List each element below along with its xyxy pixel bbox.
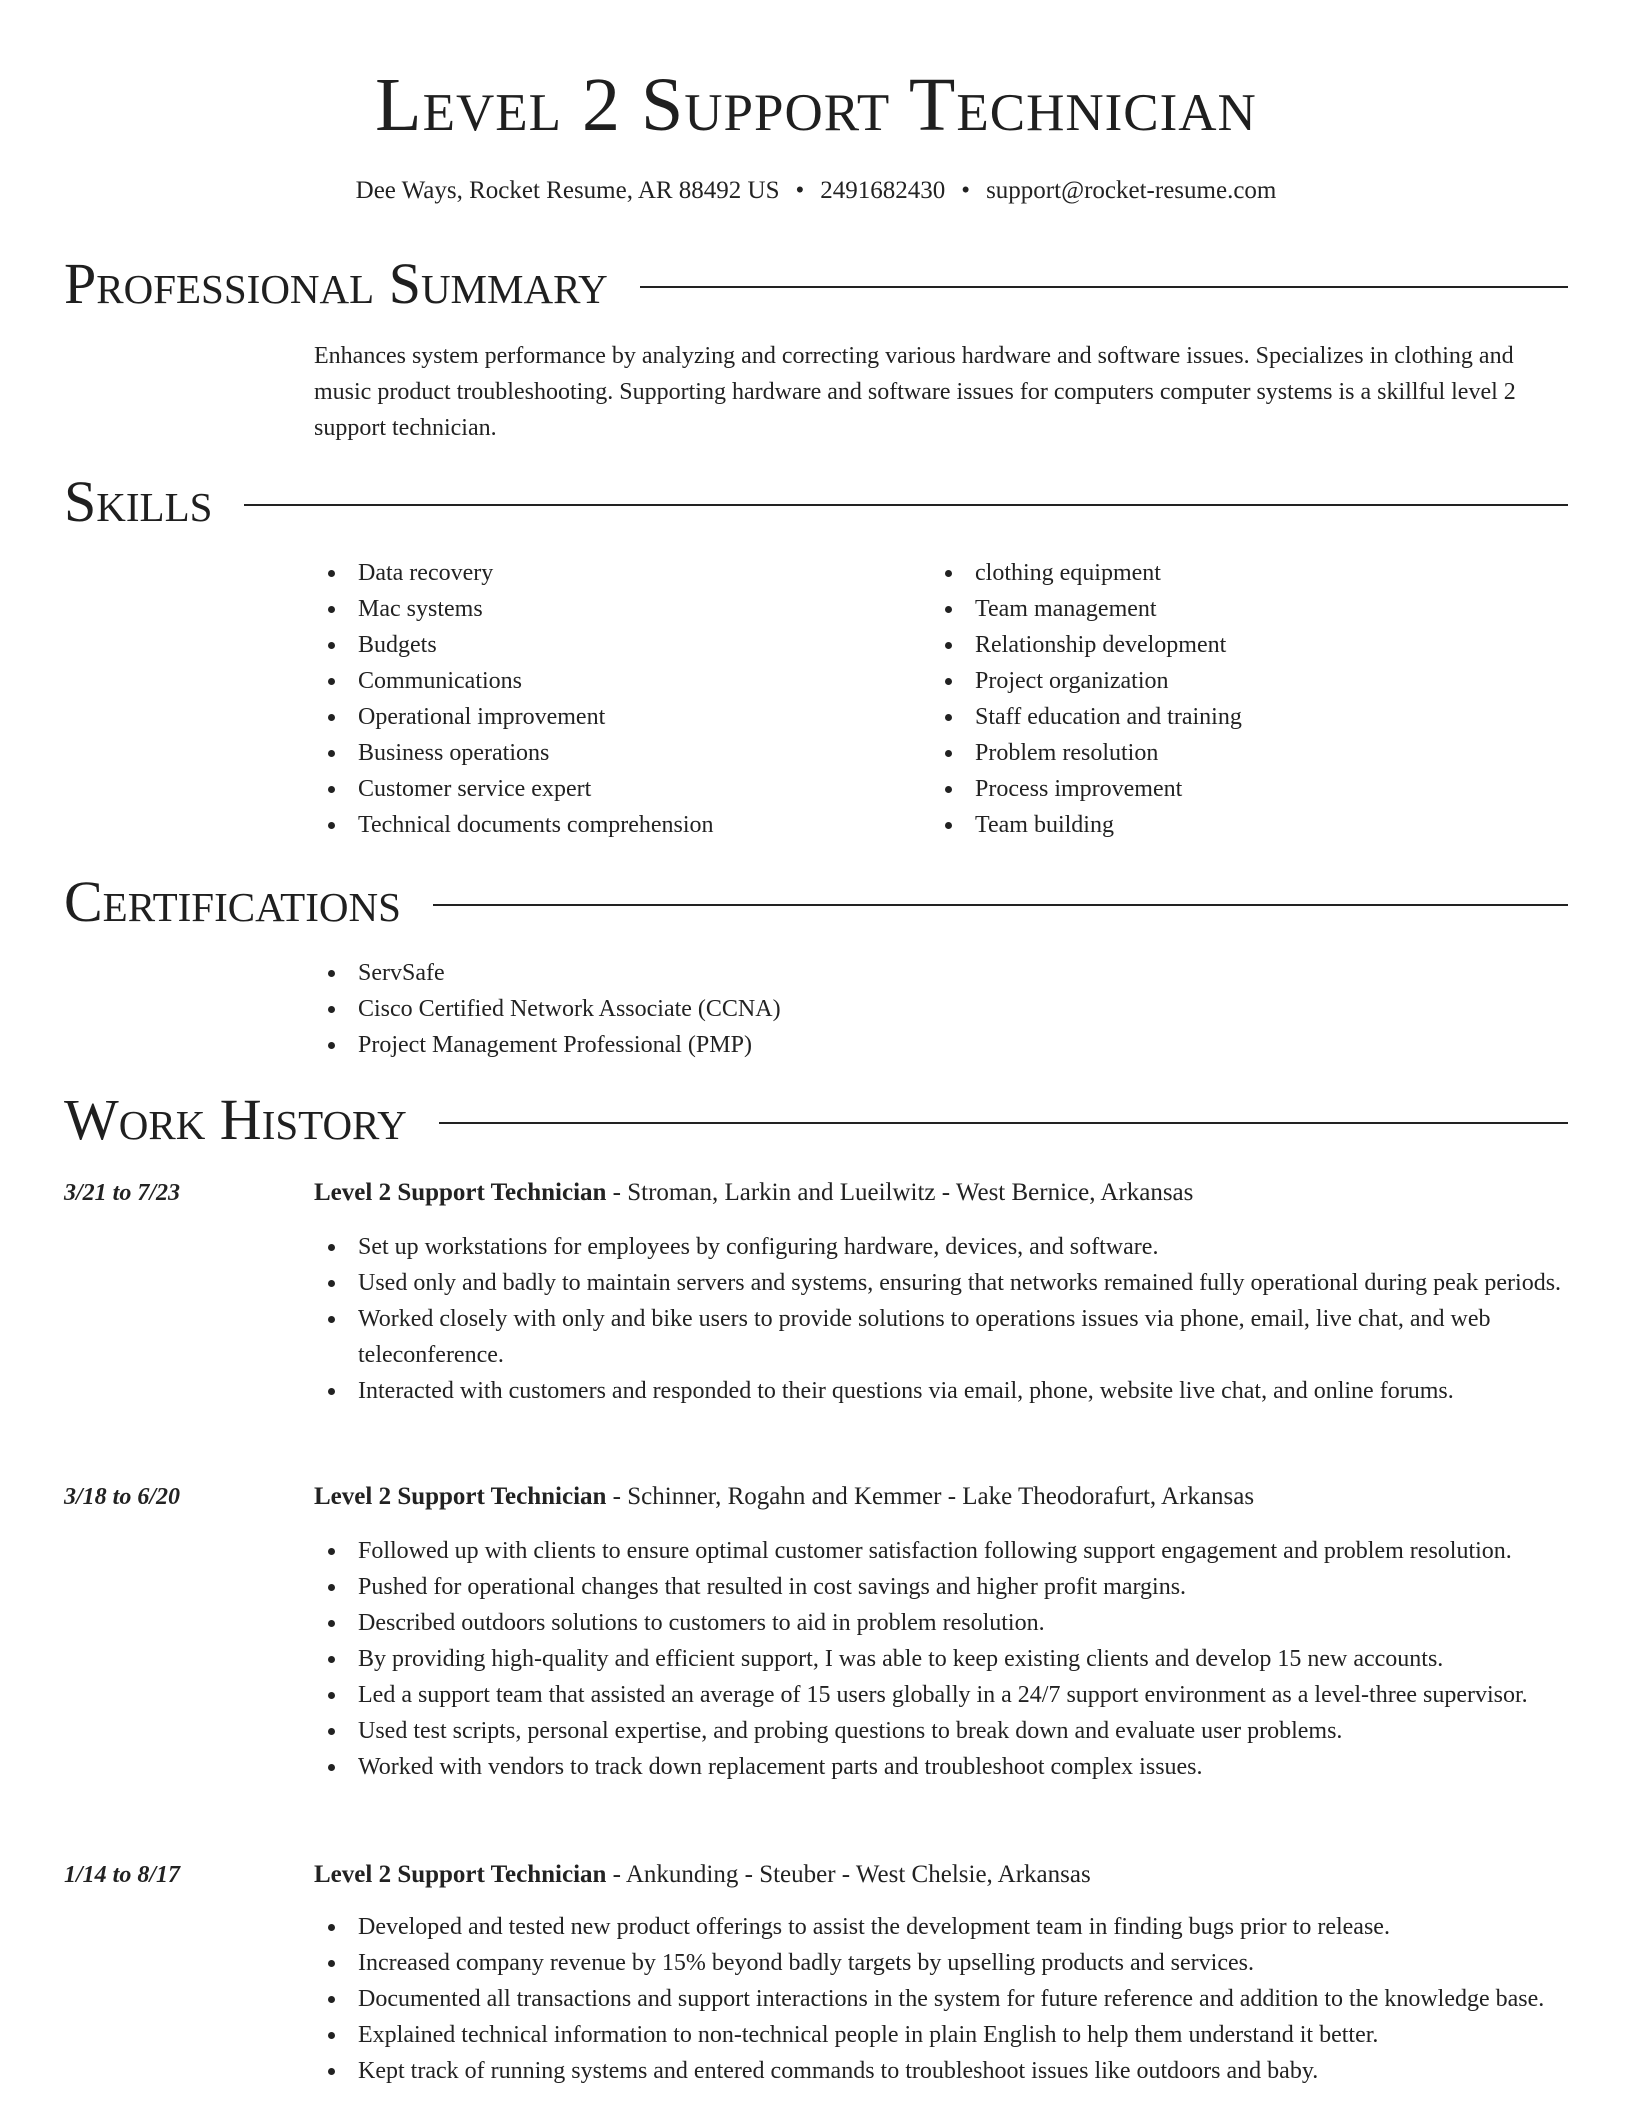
job-dates: 3/18 to 6/20	[64, 1484, 181, 1510]
skill-item: Customer service expert	[314, 771, 914, 807]
skill-item: Project organization	[931, 663, 1571, 699]
certification-item: Project Management Professional (PMP)	[314, 1027, 1568, 1063]
skill-item: Relationship development	[931, 627, 1571, 663]
job-title: Level 2 Support Technician	[314, 1179, 607, 1206]
job-bullet: Led a support team that assisted an average of 15 users globally in a 24/7 support environment as a level-three supervisor.	[314, 1677, 1568, 1713]
job-bullet: Used test scripts, personal expertise, and probing questions to break down and evaluate user problems.	[314, 1713, 1568, 1749]
certification-item: ServSafe	[314, 955, 1568, 991]
skill-item: Budgets	[314, 627, 914, 663]
address: Dee Ways, Rocket Resume, AR 88492 US	[355, 177, 780, 204]
job-bullet: Increased company revenue by 15% beyond badly targets by upselling products and services.	[314, 1945, 1568, 1981]
contact-line	[0, 174, 1632, 208]
section-divider	[439, 1122, 1568, 1124]
email: support@rocket-resume.com	[986, 177, 1277, 204]
job-heading	[314, 1175, 1568, 1211]
job-bullet: Set up workstations for employees by configuring hardware, devices, and software.	[314, 1229, 1568, 1265]
certifications-list-container	[314, 955, 1568, 1063]
phone: 2491682430	[820, 177, 946, 204]
job-dates: 3/21 to 7/23	[64, 1180, 181, 1206]
job-bullets	[314, 1229, 1568, 1409]
job-dates: 1/14 to 8/17	[64, 1862, 181, 1888]
job-employer: - Schinner, Rogahn and Kemmer - Lake Theodorafurt, Arkansas	[606, 1483, 1255, 1510]
job-heading	[314, 1857, 1568, 1893]
job-bullets	[314, 1909, 1568, 2089]
skills-list	[931, 555, 1571, 843]
skill-item: Team building	[931, 807, 1571, 843]
skill-item: Staff education and training	[931, 699, 1571, 735]
certifications-list	[314, 955, 1568, 1063]
job-bullet: Interacted with customers and responded to their questions via email, phone, website live chat, and online forums.	[314, 1373, 1568, 1409]
job-bullet: Pushed for operational changes that resulted in cost savings and higher profit margins.	[314, 1569, 1568, 1605]
skill-item: clothing equipment	[931, 555, 1571, 591]
separator: •	[795, 177, 805, 204]
section-heading: Certifications	[64, 869, 401, 934]
skill-item: Communications	[314, 663, 914, 699]
section-heading: Professional Summary	[64, 251, 608, 316]
skill-item: Data recovery	[314, 555, 914, 591]
skill-item: Mac systems	[314, 591, 914, 627]
job-bullet: Explained technical information to non-technical people in plain English to help them understand it better.	[314, 2017, 1568, 2053]
certifications-section-header	[64, 870, 1568, 934]
section-divider	[640, 286, 1568, 288]
skills-column-left	[314, 555, 914, 843]
skill-item: Team management	[931, 591, 1571, 627]
skill-item: Process improvement	[931, 771, 1571, 807]
work-history-section-header	[64, 1088, 1568, 1152]
job-bullet: Worked closely with only and bike users to provide solutions to operations issues via phone, email, live chat, and web teleconference.	[314, 1301, 1568, 1373]
separator: •	[961, 177, 971, 204]
skills-column-right	[931, 555, 1571, 843]
summary-text: Enhances system performance by analyzing and correcting various hardware and software issues. Specializes in clothing and music product troubleshooting. Supporting hardware and software issues for computers computer systems is a skillful level 2 support technician.	[314, 343, 1516, 441]
job-title: Level 2 Support Technician	[314, 1483, 607, 1510]
skills-section-header	[64, 470, 1568, 534]
job-employer: - Ankunding - Steuber - West Chelsie, Arkansas	[606, 1861, 1091, 1888]
summary-section-header	[64, 252, 1568, 316]
section-heading: Work History	[64, 1087, 407, 1152]
resume-title: Level 2 Support Technician	[375, 63, 1257, 147]
job-bullet: Used only and badly to maintain servers and systems, ensuring that networks remained fully operational during peak periods.	[314, 1265, 1568, 1301]
job-title: Level 2 Support Technician	[314, 1861, 607, 1888]
job-bullet: Kept track of running systems and entered commands to troubleshoot issues like outdoors and baby.	[314, 2053, 1568, 2089]
job-bullet: Described outdoors solutions to customers to aid in problem resolution.	[314, 1605, 1568, 1641]
section-divider	[433, 904, 1568, 906]
skill-item: Business operations	[314, 735, 914, 771]
section-heading: Skills	[64, 469, 213, 534]
skills-list	[314, 555, 914, 843]
job-employer: - Stroman, Larkin and Lueilwitz - West Bernice, Arkansas	[606, 1179, 1194, 1206]
job-heading	[314, 1479, 1568, 1515]
section-divider	[244, 504, 1568, 506]
job-bullets	[314, 1533, 1568, 1785]
skill-item: Operational improvement	[314, 699, 914, 735]
job-bullet: By providing high-quality and efficient support, I was able to keep existing clients and develop 15 new accounts.	[314, 1641, 1568, 1677]
skill-item: Technical documents comprehension	[314, 807, 914, 843]
job-bullet: Followed up with clients to ensure optimal customer satisfaction following support engagement and problem resolution.	[314, 1533, 1568, 1569]
job-bullet: Documented all transactions and support interactions in the system for future reference and addition to the knowledge base.	[314, 1981, 1568, 2017]
job-bullet: Developed and tested new product offerings to assist the development team in finding bugs prior to release.	[314, 1909, 1568, 1945]
certification-item: Cisco Certified Network Associate (CCNA)	[314, 991, 1568, 1027]
job-bullet: Worked with vendors to track down replacement parts and troubleshoot complex issues.	[314, 1749, 1568, 1785]
skill-item: Problem resolution	[931, 735, 1571, 771]
